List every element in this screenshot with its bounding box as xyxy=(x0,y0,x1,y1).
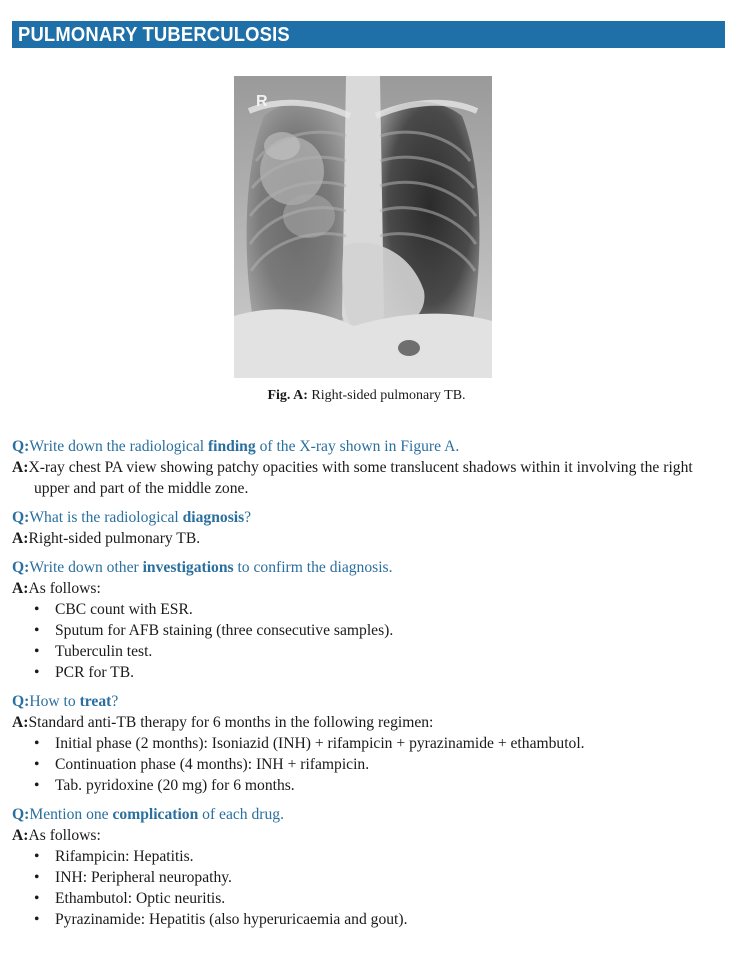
answer-label: A: xyxy=(12,827,29,844)
question-text-end: ? xyxy=(244,509,252,526)
qa-block xyxy=(12,507,728,549)
answer-label: A: xyxy=(12,714,29,731)
list-item: • Pyrazinamide: Hepatitis (also hyperuricaemia and gout). xyxy=(34,909,728,930)
list-item: • PCR for TB. xyxy=(34,662,728,683)
question-label: Q: xyxy=(12,693,30,710)
caption-label: Fig. A: xyxy=(267,388,308,403)
answer-text: As follows: xyxy=(28,580,101,597)
xray-illustration xyxy=(234,76,492,378)
question xyxy=(12,804,728,825)
question-text-end: of the X-ray shown in Figure A. xyxy=(255,438,460,455)
question-label: Q: xyxy=(12,438,30,455)
answer-bullet-list xyxy=(12,599,728,683)
list-item: • Continuation phase (4 months): INH + rifampicin. xyxy=(34,754,728,775)
list-item: • INH: Peripheral neuropathy. xyxy=(34,867,728,888)
caption-text: Right-sided pulmonary TB. xyxy=(307,388,466,403)
question-keyword: investigations xyxy=(142,559,234,576)
question-text: How to xyxy=(29,693,80,710)
qa-block xyxy=(12,691,728,796)
answer-text: Standard anti-TB therapy for 6 months in the following regimen: xyxy=(28,714,434,731)
question-keyword: diagnosis xyxy=(182,509,245,526)
question-text: Write down the radiological xyxy=(29,438,208,455)
section-header-bar xyxy=(12,21,725,48)
question-text-end: to confirm the diagnosis. xyxy=(233,559,393,576)
question-text-end: of each drug. xyxy=(198,806,284,823)
answer xyxy=(12,712,728,733)
question xyxy=(12,557,728,578)
answer-label: A: xyxy=(12,530,29,547)
answer-text: As follows: xyxy=(28,827,101,844)
qa-block xyxy=(12,436,728,499)
figure-caption xyxy=(0,388,733,404)
chest-xray-image xyxy=(234,76,492,378)
list-item: • Initial phase (2 months): Isoniazid (INH) + rifampicin + pyrazinamide + ethambutol. xyxy=(34,733,728,754)
xray-side-marker: R xyxy=(256,93,268,110)
answer-text: X-ray chest PA view showing patchy opacities with some translucent shadows within it involving the right upper and part of the middle zone. xyxy=(28,459,693,497)
answer xyxy=(12,825,728,846)
answer-text: Right-sided pulmonary TB. xyxy=(28,530,201,547)
qa-block xyxy=(12,557,728,683)
list-item: • Rifampicin: Hepatitis. xyxy=(34,846,728,867)
list-item: • Tab. pyridoxine (20 mg) for 6 months. xyxy=(34,775,728,796)
list-item: • Sputum for AFB staining (three consecutive samples). xyxy=(34,620,728,641)
question-keyword: treat xyxy=(79,693,112,710)
answer-bullet-list xyxy=(12,846,728,930)
question xyxy=(12,691,728,712)
question xyxy=(12,436,728,457)
qa-block xyxy=(12,804,728,930)
section-title: PULMONARY TUBERCULOSIS xyxy=(18,24,290,46)
question-label: Q: xyxy=(12,806,30,823)
list-item: • CBC count with ESR. xyxy=(34,599,728,620)
question-text-end: ? xyxy=(111,693,119,710)
answer xyxy=(12,528,728,549)
list-item: • Tuberculin test. xyxy=(34,641,728,662)
list-item: • Ethambutol: Optic neuritis. xyxy=(34,888,728,909)
question-keyword: complication xyxy=(112,806,199,823)
answer-bullet-list xyxy=(12,733,728,796)
question-label: Q: xyxy=(12,559,30,576)
question xyxy=(12,507,728,528)
answer-label: A: xyxy=(12,580,29,597)
question-text: What is the radiological xyxy=(29,509,183,526)
question-keyword: finding xyxy=(207,438,256,455)
answer xyxy=(12,457,728,499)
answer-label: A: xyxy=(12,459,29,476)
qa-list xyxy=(12,436,728,938)
question-text: Write down other xyxy=(29,559,143,576)
question-label: Q: xyxy=(12,509,30,526)
answer xyxy=(12,578,728,599)
question-text: Mention one xyxy=(29,806,113,823)
